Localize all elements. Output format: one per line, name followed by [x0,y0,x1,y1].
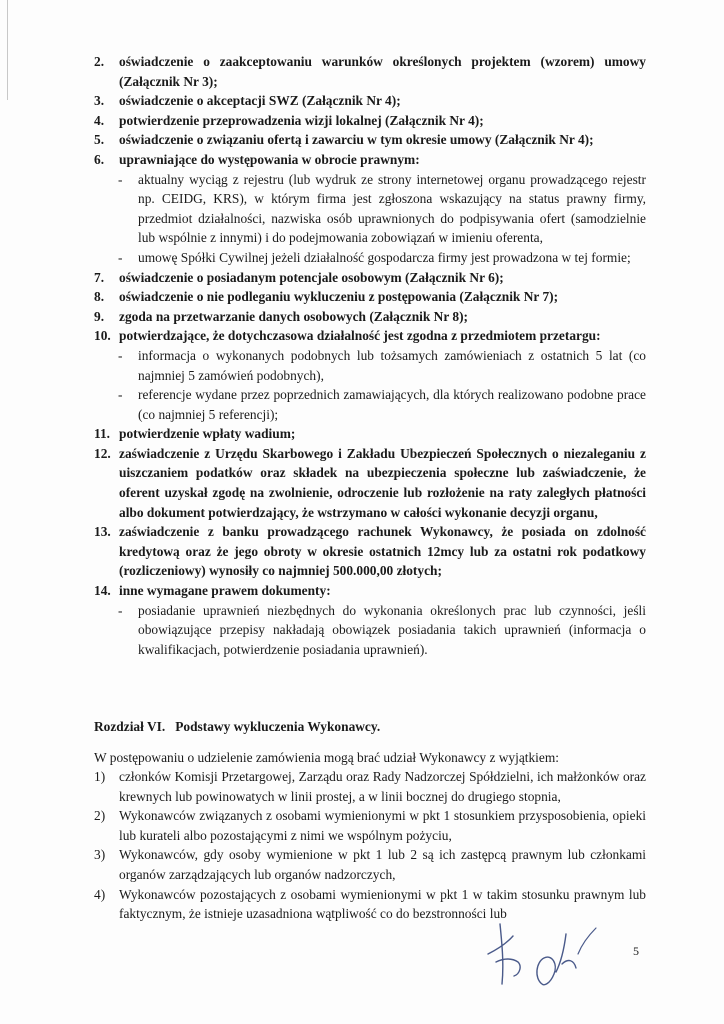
item-text: potwierdzenie przeprowadzenia wizji lokalnej (Załącznik Nr 4); [119,112,484,128]
list-item [94,52,646,91]
sub-list-item [94,170,646,248]
item-number: 1) [94,769,106,784]
list-item [94,287,646,307]
item-number: 13. [94,524,111,540]
list-item [94,806,646,845]
list-item [94,522,646,581]
item-text: Wykonawców związanych z osobami wymienionymi w pkt 1 stosunkiem przysposobienia, opieki lub kurateli albo pozostającymi z nimi we wspólnym pożyciu, [119,808,646,843]
item-number: 3) [94,847,106,863]
item-text: oświadczenie o nie podleganiu wykluczeniu z postępowania (Załącznik Nr 7); [119,289,559,305]
sub-item-text: posiadanie uprawnień niezbędnych do wykonania określonych prac lub czynności, jeśli obowiązujące przepisy nakładają obowiązek posiadania takich uprawnień (informacja o kwalifikacjach, potwierdzenie posiadania uprawnień). [138,602,646,657]
item-text: Wykonawców pozostających z osobami wymienionymi w pkt 1 w takim stosunku prawnym lub faktycznym, że istnieje uzasadniona wątpliwość co do bezstronności lub [119,886,646,922]
dash-marker: - [118,171,123,187]
list-item [94,91,646,111]
sub-item-text: referencje wydane przez poprzednich zamawiających, dla których realizowano podobne prace (co najmniej 5 referencji); [138,387,646,422]
scan-margin-line [7,0,8,100]
item-number: 12. [94,445,111,461]
list-item [94,130,646,150]
section-intro: W postępowaniu o udzielenie zamówienia mogą brać udział Wykonawcy z wyjątkiem: [94,750,559,765]
item-text: oświadczenie o akceptacji SWZ (Załącznik Nr 4); [119,93,401,109]
item-number: 2. [94,54,105,69]
dash-marker: - [118,249,123,265]
item-text: uprawniające do występowania w obrocie prawnym: [119,151,420,167]
item-number: 9. [94,308,105,324]
list-item [94,326,646,346]
section-heading: Rozdział VI. Podstawy wykluczenia Wykonawcy. [94,719,381,734]
sub-list-item [94,346,646,385]
item-number: 6. [94,151,105,167]
sub-item-text: aktualny wyciąg z rejestru (lub wydruk ze strony internetowej organu prowadzącego rejestr np. CEIDG, KRS), w którym firma jest zgłoszona wskazujący na status prawny firmy, przedmiot działalności, nazwiska osób uprawnionych do podpisywania ofert (samodzielnie lub wspólnie z innymi) i do podejmowania zobowiązań w imieniu oferenta, [138,171,646,246]
item-text: zgoda na przetwarzanie danych osobowych (Załącznik Nr 8); [119,308,469,324]
item-number: 2) [94,808,106,824]
item-number: 7. [94,269,105,285]
item-text: oświadczenie o zaakceptowaniu warunków określonych projektem (wzorem) umowy (Załącznik Nr 3); [119,54,646,89]
list-item [94,767,646,806]
list-item [94,581,646,601]
sub-list-item [94,385,646,424]
item-text: zaświadczenie z Urzędu Skarbowego i Zakładu Ubezpieczeń Społecznych o niezaleganiu z uiszczaniem podatków oraz składek na ubezpieczenia społeczne lub zaświadczenie, że oferent uzyskał zgodę na zwolnienie, odroczenie lub rozłożenie na raty zaległych płatności albo dokument potwierdzający, że wstrzymano w całości wykonanie decyzji organu, [119,445,646,520]
item-text: Wykonawców, gdy osoby wymienione w pkt 1 lub 2 są ich zastępcą prawnym lub członkami organów zarządzających lub organów nadzorczych, [119,847,646,882]
item-number: 10. [94,328,111,344]
item-text: zaświadczenie z banku prowadzącego rachunek Wykonawcy, że posiada on zdolność kredytową oraz że jego obroty w okresie ostatnich 12mcy lub za ostatni rok podatkowy (rozliczeniowy) wynosiły co najmniej 500.000,00 złotych; [119,524,646,579]
sub-item-text: informacja o wykonanych podobnych lub tożsamych zamówieniach z ostatnich 5 lat (co najmniej 5 zamówień podobnych), [138,347,646,383]
item-text: potwierdzające, że dotychczasowa działalność jest zgodna z przedmiotem przetargu: [119,328,601,344]
item-text: potwierdzenie wpłaty wadium; [119,426,296,442]
dash-marker: - [118,347,123,363]
item-number: 4) [94,886,106,902]
item-text: członków Komisji Przetargowej, Zarządu oraz Rady Nadzorczej Spółdzielni, ich małżonków oraz krewnych lub powinowatych w linii prostej, a w linii bocznej do drugiego stopnia, [119,769,646,804]
list-item [94,424,646,444]
exclusion-list [94,767,646,924]
item-number: 3. [94,93,105,109]
dash-marker: - [118,602,123,618]
page-number: 5 [633,944,639,958]
sub-list-item [94,601,646,660]
list-item [94,111,646,131]
item-number: 14. [94,583,111,599]
item-text: oświadczenie o posiadanym potencjale osobowym (Załącznik Nr 6); [119,269,504,285]
item-text: oświadczenie o związaniu ofertą i zawarciu w tym okresie umowy (Załącznik Nr 4); [119,132,594,148]
item-number: 8. [94,289,105,305]
item-number: 11. [94,426,110,442]
item-text: inne wymagane prawem dokumenty: [119,583,331,599]
sub-list-item [94,248,646,268]
list-item [94,307,646,327]
sub-item-text: umowę Spółki Cywilnej jeżeli działalność gospodarcza firmy jest prowadzona w tej formie; [138,249,631,265]
dash-marker: - [118,387,123,403]
item-number: 5. [94,132,105,148]
list-item [94,845,646,884]
item-number: 4. [94,112,105,128]
handwritten-signature [478,914,628,994]
list-item [94,444,646,522]
list-item [94,150,646,170]
list-item [94,268,646,288]
requirements-list [94,52,646,659]
